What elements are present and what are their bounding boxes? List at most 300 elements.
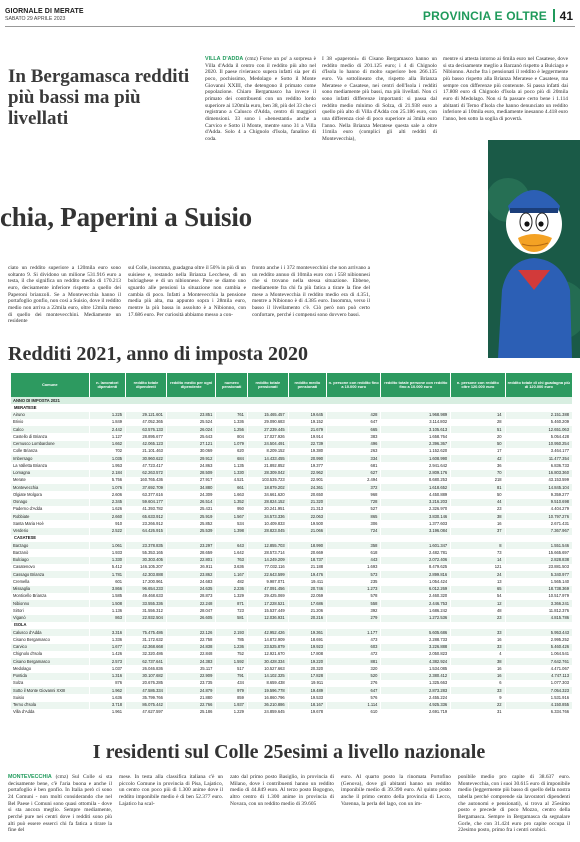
- comune-cell: Castello di Brianza: [11, 433, 89, 440]
- value-cell: 684: [216, 455, 248, 462]
- value-cell: 25.919: [166, 513, 215, 520]
- value-cell: 8.479.625: [381, 564, 451, 571]
- value-cell: 20.241.951: [247, 506, 288, 513]
- value-cell: 42.952.426: [247, 629, 288, 636]
- column-header: Comune: [11, 373, 89, 397]
- value-cell: 4.404.279: [505, 506, 572, 513]
- comune-cell: Nibionno: [11, 600, 89, 607]
- value-cell: 2.184: [89, 470, 126, 477]
- value-cell: 16.803.360: [505, 470, 572, 477]
- value-cell: 263: [327, 448, 381, 455]
- publication-name: GIORNALE DI MERATE: [5, 8, 84, 15]
- value-cell: 25.539: [166, 528, 215, 535]
- value-cell: 752: [216, 651, 248, 658]
- value-cell: 15.465.457: [247, 412, 288, 419]
- table-body: [11, 397, 573, 716]
- value-cell: 763: [216, 557, 248, 564]
- comune-cell: La Valletta Brianza: [11, 462, 89, 469]
- value-cell: 30.069: [166, 448, 215, 455]
- value-cell: 573: [327, 571, 381, 578]
- value-cell: 7.367.967: [505, 528, 572, 535]
- table-row: [11, 658, 573, 665]
- value-cell: 5.756: [89, 477, 126, 484]
- value-cell: 17.686: [288, 600, 326, 607]
- value-cell: 496: [327, 441, 381, 448]
- value-cell: 26.024: [166, 426, 215, 433]
- dateline-place: VILLA D'ADDA: [205, 56, 244, 62]
- value-cell: 8.680.253: [381, 477, 451, 484]
- comune-cell: Carvico: [11, 644, 89, 651]
- value-cell: 31.556.312: [126, 607, 167, 614]
- value-cell: 1.330: [89, 557, 126, 564]
- value-cell: 5.953.443: [505, 629, 572, 636]
- value-cell: 19.914: [288, 433, 326, 440]
- table-row: [11, 629, 573, 636]
- value-cell: 473: [327, 636, 381, 643]
- value-cell: 24: [451, 571, 505, 578]
- value-cell: 5.605.686: [381, 629, 451, 636]
- value-cell: 42: [451, 455, 505, 462]
- table-row: [11, 571, 573, 578]
- value-cell: 306: [327, 520, 381, 527]
- value-cell: 19.923: [288, 644, 326, 651]
- value-cell: 22: [451, 702, 505, 709]
- value-cell: 22.909: [166, 673, 215, 680]
- value-cell: 17.027.926: [247, 433, 288, 440]
- value-cell: 19.500: [288, 520, 326, 527]
- table-row: [11, 433, 573, 440]
- value-cell: 23: [451, 506, 505, 513]
- table-row: [11, 499, 573, 506]
- value-cell: 41.393.782: [126, 506, 167, 513]
- value-cell: 2.941.642: [381, 462, 451, 469]
- value-cell: 16.860.796: [247, 694, 288, 701]
- value-cell: 18.167: [288, 702, 326, 709]
- value-cell: 29.121.601: [126, 412, 167, 419]
- value-cell: 23.266.912: [126, 520, 167, 527]
- value-cell: 14.845.104: [505, 484, 572, 491]
- value-cell: 48: [451, 607, 505, 614]
- value-cell: 12.921.670: [247, 651, 288, 658]
- value-cell: 19.476: [288, 571, 326, 578]
- value-cell: 29.090.683: [247, 419, 288, 426]
- value-cell: 1.135: [216, 462, 248, 469]
- bottom-article-column-3: zato dal primo posto Basiglio, in provincia di Milano, dove i contribuenti hanno un reddito medio di 44.849 euro. Al terzo posto Bogogno, altro centro di 1.300 anime in provincia di Novara, con un reddito medio di 39.605: [230, 774, 334, 807]
- value-cell: 63.576.133: [126, 426, 167, 433]
- value-cell: 1.781: [89, 571, 126, 578]
- value-cell: 11.477.354: [505, 455, 572, 462]
- column-header: reddito totale pensionati: [247, 373, 288, 397]
- value-cell: 3.196.084: [381, 528, 451, 535]
- value-cell: 1.079: [216, 441, 248, 448]
- value-cell: 1.565.140: [505, 578, 572, 585]
- value-cell: 22.739: [288, 441, 326, 448]
- value-cell: 25.852: [166, 520, 215, 527]
- bottom-article-column-1: [8, 774, 112, 834]
- value-cell: 1.663: [216, 491, 248, 498]
- value-cell: 47.586.334: [126, 687, 167, 694]
- value-cell: 2.460.320: [381, 593, 451, 600]
- value-cell: 647: [327, 419, 381, 426]
- table-row: [11, 419, 573, 426]
- value-cell: 16: [451, 665, 505, 672]
- value-cell: 1.336: [89, 636, 126, 643]
- value-cell: 1.336: [216, 419, 248, 426]
- value-cell: 1.608.990: [381, 455, 451, 462]
- value-cell: 35.799.766: [126, 694, 167, 701]
- value-cell: 5.460.209: [505, 419, 572, 426]
- value-cell: 728: [327, 499, 381, 506]
- value-cell: 26.605: [166, 615, 215, 622]
- value-cell: 24.838: [166, 644, 215, 651]
- value-cell: 950: [216, 506, 248, 513]
- table-row: [11, 477, 573, 484]
- value-cell: 520: [327, 673, 381, 680]
- value-cell: 29.912: [166, 455, 215, 462]
- value-cell: 8.659.438: [247, 680, 288, 687]
- comune-cell: Osnago: [11, 499, 89, 506]
- value-cell: 8.209.152: [247, 448, 288, 455]
- value-cell: 1.662: [89, 441, 126, 448]
- value-cell: 26.514: [166, 499, 215, 506]
- value-cell: 2.050.823: [381, 651, 451, 658]
- value-cell: 59.604.177: [126, 499, 167, 506]
- value-cell: 23.881.503: [505, 564, 572, 571]
- comune-cell: Cremella: [11, 578, 89, 585]
- value-cell: 12.036.931: [247, 615, 288, 622]
- value-cell: 6.334.766: [505, 709, 572, 716]
- value-cell: 603: [327, 644, 381, 651]
- mid-article-column-2: sul Colle, insomma, guadagna oltre il 50% in più di un suisiese e, restando nella Brianza Lecchese, di un bulciaghese e di un nibionnese. Pure se diamo uno sguardo alle pensioni la situazione non cambia e cambia di poco. Infatti a Montevecchia la pensione media più alta, ma appunto sopra i 28mila euro, mentre la più bassa in assoluto è a Nibionno, con 17.686 euro. Per curiosità abbiamo messo a con-: [128, 265, 246, 318]
- value-cell: 618: [327, 549, 381, 556]
- value-cell: 19.533: [288, 694, 326, 701]
- value-cell: 20.669: [288, 549, 326, 556]
- value-cell: 1.567: [216, 513, 248, 520]
- value-cell: 2.660: [89, 513, 126, 520]
- value-cell: 23: [451, 615, 505, 622]
- comune-cell: Santa Maria Hoè: [11, 520, 89, 527]
- header-rule: [5, 26, 575, 27]
- value-cell: 42.368.668: [126, 644, 167, 651]
- value-cell: 1.601.347: [381, 542, 451, 549]
- value-cell: 443: [327, 557, 381, 564]
- value-cell: 21.892.852: [247, 462, 288, 469]
- value-cell: 47.091.456: [247, 586, 288, 593]
- value-cell: 18.691: [288, 636, 326, 643]
- value-cell: 33: [451, 629, 505, 636]
- value-cell: 320: [327, 665, 381, 672]
- value-cell: 1.330: [216, 470, 248, 477]
- value-cell: 3.636: [216, 564, 248, 571]
- value-cell: 581: [216, 615, 248, 622]
- value-cell: 968: [327, 491, 381, 498]
- table-row: [11, 520, 573, 527]
- bottom-article-column-4: euro. Al quarto posto la rinomata Portofino (Genova), dove gli abitanti hanno un reddito imponibile medio di 39.390 euro. Al quinto posto anche il primo centro della provincia di Lecco, Varenna, la perla del lago, con un im-: [341, 774, 451, 807]
- value-cell: 28.309.042: [247, 470, 288, 477]
- mid-article-column-3: fronto anche i i 372 montevecchini che non arrivano a un reddito annuo di 10mila euro con i 558 nibionnesi che si trovano nella stessa situazione. Ebbene, mediamente fra chi fa più fatica a tirare la fine del mese a Montevecchia il reddito medio era di 4.351, mentre a Nibionno è di 4.385 euro. Insomma, verso il basso il livellamento c'è. Ciò però non può certo confortare, perché i compensi sono dovvero bassi.: [252, 265, 370, 318]
- value-cell: 1.064.541: [505, 651, 572, 658]
- table-row: [11, 644, 573, 651]
- section-divider: [553, 9, 555, 22]
- value-cell: 865: [327, 513, 381, 520]
- value-cell: 96.654.233: [126, 586, 167, 593]
- value-cell: 1.937: [216, 702, 248, 709]
- value-cell: 2.671.431: [505, 520, 572, 527]
- table-row: [11, 694, 573, 701]
- value-cell: 4.521: [216, 477, 248, 484]
- value-cell: 22.766: [166, 702, 215, 709]
- value-cell: 31: [451, 709, 505, 716]
- value-cell: 859: [216, 694, 248, 701]
- value-cell: 22.059: [288, 593, 326, 600]
- value-cell: 14.102.325: [247, 673, 288, 680]
- value-cell: 2.442: [89, 426, 126, 433]
- comune-cell: Cassago Brianza: [11, 571, 89, 578]
- value-cell: 1.077.303: [505, 680, 572, 687]
- value-cell: 4.450.889: [381, 491, 451, 498]
- value-cell: 392: [327, 607, 381, 614]
- value-cell: 428: [327, 412, 381, 419]
- value-cell: 146.105.207: [126, 564, 167, 571]
- value-cell: 4.150.855: [505, 702, 572, 709]
- value-cell: 36.210.886: [247, 702, 288, 709]
- value-cell: 14: [451, 412, 505, 419]
- value-cell: 19.645: [288, 412, 326, 419]
- value-cell: 23.735: [166, 680, 215, 687]
- value-cell: 1.272.536: [381, 615, 451, 622]
- value-cell: 2.380.412: [381, 673, 451, 680]
- value-cell: 31.172.632: [126, 636, 167, 643]
- table-year-row: [11, 397, 573, 404]
- value-cell: 19.911: [288, 680, 326, 687]
- table-row: [11, 441, 573, 448]
- value-cell: 1.693: [327, 564, 381, 571]
- value-cell: 22.901: [288, 477, 326, 484]
- value-cell: 6.836.733: [505, 462, 572, 469]
- value-cell: 1.968.989: [381, 412, 451, 419]
- value-cell: 534: [216, 520, 248, 527]
- value-cell: 1.618.652: [381, 484, 451, 491]
- value-cell: 24.504.491: [247, 441, 288, 448]
- table-group-label: CASATESE: [11, 535, 573, 542]
- publication-block: [5, 8, 84, 22]
- comune-cell: Solza: [11, 680, 89, 687]
- table-row: [11, 680, 573, 687]
- value-cell: 276: [327, 680, 381, 687]
- value-cell: 434: [216, 680, 248, 687]
- value-cell: 10.527.663: [247, 665, 288, 672]
- value-cell: 49.468.633: [126, 593, 167, 600]
- value-cell: 22.126: [166, 629, 215, 636]
- value-cell: 25.117: [166, 665, 215, 672]
- value-cell: 517: [216, 665, 248, 672]
- value-cell: 16: [451, 636, 505, 643]
- value-cell: 724: [327, 528, 381, 535]
- value-cell: 17.828: [288, 673, 326, 680]
- comune-cell: Verderio: [11, 528, 89, 535]
- top-article-text-1: (cmz) Forse un po' a sorpresa è Villa d'Adda il centro con il reddito più alto nel 2020. Il paese rivierasco supera infatti sia per di poco, pochissimo, Medolago e Sotto il Monte Giovanni XXIII, che detengono il primato come popolazione. Chiaro Bergamasco ha invece il primato dei contribuenti con un reddito lordo superiore ai 120mila euro, ben 38, più del 33 che ci registrano a Calusco d'Adda, centro di maggiori dimensioni. 33 sono i «benestanti» anche a Carvico e Sotto il Monte, mentre sono 31 a Villa d'Adda. Solo 4 a Chignolo d'Isola, fanalino di coda.: [205, 56, 316, 142]
- value-cell: 14.249.209: [247, 557, 288, 564]
- value-cell: 28.509: [166, 470, 215, 477]
- value-cell: 358: [327, 542, 381, 549]
- table-row: [11, 557, 573, 564]
- value-cell: 661: [216, 484, 248, 491]
- value-cell: 22.758: [166, 636, 215, 643]
- value-cell: 28: [451, 419, 505, 426]
- value-cell: 25.643: [166, 433, 215, 440]
- comune-cell: Sirtori: [11, 607, 89, 614]
- value-cell: 4: [451, 651, 505, 658]
- value-cell: 75.475.486: [126, 629, 167, 636]
- value-cell: 1.426: [89, 651, 126, 658]
- value-cell: 19.678: [288, 709, 326, 716]
- value-cell: 1.127: [89, 433, 126, 440]
- value-cell: 7.642.761: [505, 658, 572, 665]
- table-row: [11, 426, 573, 433]
- value-cell: 7.054.323: [505, 687, 572, 694]
- comune-cell: Cisano Bergamasco: [11, 658, 89, 665]
- value-cell: 1.177: [327, 629, 381, 636]
- value-cell: 2.396.367: [381, 441, 451, 448]
- value-cell: 55.353.165: [126, 549, 167, 556]
- value-cell: 1.585: [89, 593, 126, 600]
- value-cell: 27.917: [166, 477, 215, 484]
- value-cell: 1.592: [216, 658, 248, 665]
- value-cell: 10.797.276: [505, 513, 572, 520]
- value-cell: 863: [89, 615, 126, 622]
- value-cell: 23.851: [166, 412, 215, 419]
- value-cell: 17.808: [288, 651, 326, 658]
- value-cell: 65: [451, 586, 505, 593]
- value-cell: 23.525.879: [247, 644, 288, 651]
- value-cell: 70: [451, 470, 505, 477]
- value-cell: 279: [327, 615, 381, 622]
- value-cell: 19.152: [288, 419, 326, 426]
- value-cell: 804: [216, 433, 248, 440]
- value-cell: 5.340.977: [505, 571, 572, 578]
- top-article-column-2: I 38 «paperoni» di Cisano Bergamasco hanno un reddito medio di 201.125 euro; i 4 di Chignolo d'Isola lo hanno di molto superiore ben 266.135 euro. Va sottolineato che, rispetto alla Brianza Meratese e Casatese, nei centri dell'Isola i redditi sono mediamente più bassi, ma più livellati. Non ci sono infatti differenze importanti: si passa dal reddito medio minimo di Solza, di 21.938 euro a quello più alto di Villa d'Adda con 25.186 euro, con una differenza cioè di poco superiore ai 3mila euro l'anno. Nella Brianza Meratese questa sale a oltre 11mila euro (complici gli alti redditi di Montevecchia),: [322, 56, 437, 142]
- value-cell: 681: [327, 462, 381, 469]
- value-cell: 2.494: [327, 477, 381, 484]
- comune-cell: Suisio: [11, 694, 89, 701]
- table-row: [11, 549, 573, 556]
- value-cell: 665: [327, 426, 381, 433]
- value-cell: 103.535.723: [247, 477, 288, 484]
- column-header: numero pensionati: [216, 373, 248, 397]
- value-cell: 30.428.334: [247, 658, 288, 665]
- value-cell: 51: [451, 426, 505, 433]
- value-cell: 26.046.836: [126, 665, 167, 672]
- value-cell: 527: [327, 506, 381, 513]
- value-cell: 3.464.177: [505, 448, 572, 455]
- value-cell: 10.409.833: [247, 520, 288, 527]
- value-cell: 1.962: [89, 687, 126, 694]
- value-cell: 21.313: [288, 506, 326, 513]
- value-cell: 17.200.961: [126, 578, 167, 585]
- comune-cell: Terno d'Isola: [11, 702, 89, 709]
- column-header: reddito medio per ogni dipendente: [166, 373, 215, 397]
- value-cell: 1.933: [89, 549, 126, 556]
- value-cell: 15.665.697: [505, 549, 572, 556]
- value-cell: 3.105.613: [381, 426, 451, 433]
- value-cell: 785: [216, 636, 248, 643]
- value-cell: 20.650: [288, 491, 326, 498]
- value-cell: 22.801: [166, 557, 215, 564]
- value-cell: 881: [327, 658, 381, 665]
- value-cell: 19.380: [288, 448, 326, 455]
- value-cell: 28.047: [166, 607, 215, 614]
- value-cell: 19.489: [288, 687, 326, 694]
- value-cell: 3.866: [89, 586, 126, 593]
- value-cell: 1.551.546: [505, 542, 572, 549]
- value-cell: 22.848: [166, 651, 215, 658]
- value-cell: 28.895.677: [126, 433, 167, 440]
- value-cell: 576: [327, 694, 381, 701]
- value-cell: 6: [451, 680, 505, 687]
- table-row: [11, 462, 573, 469]
- table-row: [11, 651, 573, 658]
- value-cell: 1.531.916: [505, 694, 572, 701]
- value-cell: 14.872.909: [247, 636, 288, 643]
- value-cell: 28.873: [166, 593, 215, 600]
- value-cell: 876: [89, 680, 126, 687]
- value-cell: 2.995.252: [505, 636, 572, 643]
- value-cell: 18.990: [288, 542, 326, 549]
- value-cell: 42.065.123: [126, 441, 167, 448]
- value-cell: 472: [327, 651, 381, 658]
- comune-cell: Monticello Brianza: [11, 593, 89, 600]
- value-cell: 12.855.703: [247, 542, 288, 549]
- value-cell: 5.054.428: [505, 433, 572, 440]
- table-group-label: ISOLA: [11, 622, 573, 629]
- table-group-row: [11, 622, 573, 629]
- comune-cell: Sotto il Monte Giovanni XXIII: [11, 687, 89, 694]
- value-cell: 4.815.786: [505, 615, 572, 622]
- value-cell: 1.953: [89, 462, 126, 469]
- value-cell: 24.361: [288, 484, 326, 491]
- comune-cell: Calusco d'Adda: [11, 629, 89, 636]
- value-cell: 702: [89, 448, 126, 455]
- page-header: [5, 6, 575, 28]
- value-cell: 15.537.449: [247, 607, 288, 614]
- value-cell: 21.066: [288, 528, 326, 535]
- value-cell: 2.455.224: [381, 694, 451, 701]
- column-header: n. lavoratori dipendenti: [89, 373, 126, 397]
- table-row: [11, 586, 573, 593]
- table-row: [11, 564, 573, 571]
- table-row: [11, 600, 573, 607]
- value-cell: 44: [451, 499, 505, 506]
- value-cell: 21.679: [288, 426, 326, 433]
- value-cell: 38: [451, 513, 505, 520]
- value-cell: 1.236: [216, 644, 248, 651]
- value-cell: 10.517.979: [505, 593, 572, 600]
- value-cell: 3.830.146: [381, 513, 451, 520]
- value-cell: 1.256: [216, 426, 248, 433]
- top-article-column-3: mentre si attesta intorno ai 6mila euro nel Casatese, dove si sta decisamente meglio a Barzanò rispetto a Bulciago e Nibionno. Anche fra i pensionati il reddito è leggermente più basso rispetto alla Brianza Meratese e Casatese, ma sempre con differenze più contenute. Si passa infatti dai 17.808 euro di Chignolo d'Isola ai poco più di 20mila euro di Medolago. Non si fa passare certo bene i 1.114 abitanti di Terno d'Isola che hanno denunciato un reddito inferiore ai 10mila euro, mediamente inesanno 4.418 euro l'anno, ben sotto la soglia di povertà.: [443, 56, 568, 122]
- value-cell: 10.950.254: [505, 441, 572, 448]
- value-cell: 16: [451, 673, 505, 680]
- value-cell: 20.320: [288, 665, 326, 672]
- value-cell: 2.236: [216, 586, 248, 593]
- table-title: Redditi 2021, anno di imposta 2020: [8, 343, 309, 365]
- publication-date: SABATO 29 APRILE 2023: [5, 16, 66, 22]
- value-cell: 25.524: [166, 419, 215, 426]
- value-cell: 1.642: [216, 549, 248, 556]
- value-cell: 761: [216, 412, 248, 419]
- value-cell: 1.658.764: [381, 433, 451, 440]
- table-row: [11, 470, 573, 477]
